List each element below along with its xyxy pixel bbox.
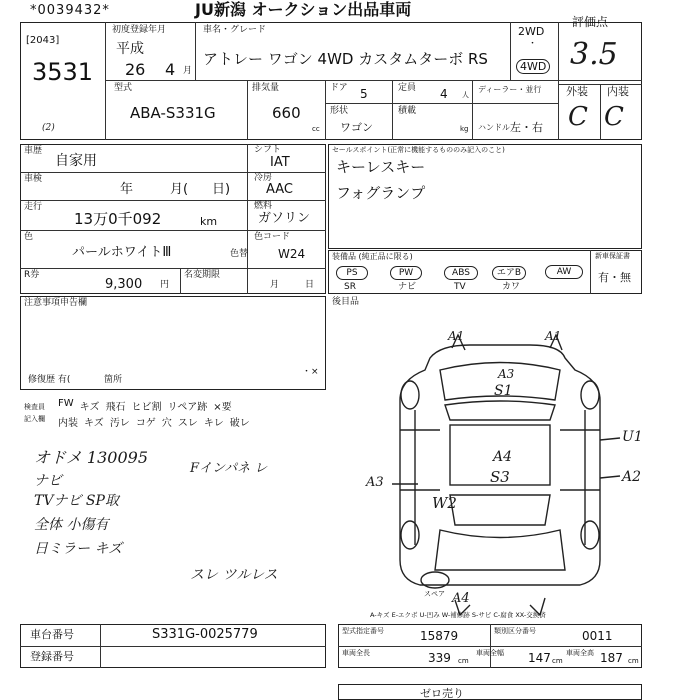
auction-title: JU新潟 オークション出品車両 [195, 0, 412, 19]
exterior-label: 外装 [566, 85, 588, 98]
shape-value: ワゴン [340, 121, 373, 134]
handwritten-right-2: スレ ツルレス [190, 567, 278, 583]
rear-seat-label: 後目品 [332, 297, 360, 307]
inspector-int-item-2: 汚レ [109, 418, 130, 429]
handle-label: ハンドル [478, 123, 510, 132]
color-code-value: W24 [278, 247, 306, 261]
score-value: 3.5 [570, 37, 618, 72]
first-reg-month: 4 [165, 60, 176, 79]
inspection-end: 日) [212, 182, 231, 197]
fuel-value: ガソリン [258, 211, 311, 226]
shape-label: 形状 [330, 106, 349, 116]
displacement: 660 [272, 104, 301, 122]
class-label: 類別区分番号 [494, 627, 536, 635]
equip-abs: ABS [444, 266, 478, 280]
inspector-ext-item-1: キズ [79, 402, 100, 413]
displacement-unit: cc [312, 125, 320, 133]
type-cert-label: 型式指定番号 [342, 627, 384, 635]
color-label: 色 [24, 232, 34, 242]
equip-aw: AW [545, 265, 583, 279]
recycle-unit: 円 [160, 280, 170, 290]
length-unit: cm [458, 657, 469, 665]
handwritten-left-4: 全体 小傷有 [34, 517, 109, 533]
model-code-label: 型式 [114, 83, 133, 93]
inspector-ext-item-4: リペア跡 [167, 402, 208, 413]
class-value: 0011 [582, 629, 613, 643]
inspector-row-exterior [58, 398, 232, 412]
lot-prefix: [2043] [26, 35, 60, 46]
inspection-label: 車検 [24, 174, 43, 184]
length-value: 339 [428, 651, 451, 665]
first-reg-year: 26 [125, 60, 146, 79]
damage-code-u1: U1 [622, 429, 643, 445]
damage-code-a1-front-right: A1 [545, 329, 562, 343]
notes-label: 注意事項申告欄 [24, 298, 88, 308]
model-grade-label: 車名・グレード [203, 25, 267, 35]
drive-2wd: 2WD [518, 25, 545, 38]
inspector-int-item-3: コゲ [135, 418, 156, 429]
handwritten-left-3: TVナビ SP取 [34, 493, 119, 509]
height-value: 187 [600, 651, 623, 665]
name-change-label: 名変期限 [184, 270, 221, 280]
equip-tv: TV [454, 282, 466, 292]
inspector-int-item-0: 内装 [58, 418, 78, 429]
handwritten-left-5: 日ミラー キズ [34, 541, 123, 557]
inspector-int-item-5: スレ [177, 418, 198, 429]
repair-x: ・× [302, 367, 319, 377]
history-label: 車歴 [24, 146, 43, 156]
inspector-int-item-7: 破レ [229, 418, 250, 429]
interior-grade: C [604, 102, 624, 132]
damage-code-a1-front-left: A1 [448, 329, 465, 343]
mileage-value: 13万0千092 [74, 210, 162, 228]
equip-airbag: エアB [492, 266, 526, 280]
sales-point-1: キーレスキー [336, 158, 426, 176]
damage-code-s3-roof: S3 [490, 468, 510, 486]
model-code: ABA-S331G [130, 104, 216, 122]
shift-label: シフト [254, 145, 282, 155]
shift-value: IAT [270, 155, 290, 170]
score-label: 評価点 [572, 15, 609, 29]
damage-code-a2-right: A2 [622, 469, 642, 485]
doors-label: ドア [330, 83, 348, 93]
drive-4wd: 4WD [516, 59, 550, 74]
damage-code-a4-rear: A4 [452, 591, 470, 606]
footer-label: ゼロ売り [420, 687, 464, 700]
lot-number: 3531 [32, 58, 94, 86]
history-value: 自家用 [55, 153, 97, 169]
inspection-year: 年 [120, 182, 134, 197]
damage-code-w2: W2 [432, 494, 457, 512]
load-unit: kg [460, 125, 469, 133]
damage-code-a4-roof: A4 [493, 449, 513, 465]
recycle-value: 9,300 [105, 277, 143, 292]
aircon-label: 冷房 [254, 173, 273, 183]
paint-label: 色替 [230, 249, 249, 259]
new-car-label: 新車保証書 [595, 252, 630, 260]
repair-label: 修復歴 有( [28, 375, 71, 385]
sales-point-2: フォグランプ [336, 184, 426, 202]
equip-leather: カワ [502, 282, 521, 292]
equipment-label: 装備品 (純正品に限る) [332, 252, 413, 261]
handwritten-left-1: オドメ 130095 [34, 448, 149, 467]
handle-value: 左・右 [510, 121, 543, 134]
aircon-value: AAC [266, 182, 293, 197]
width-value: 147 [528, 651, 551, 665]
reg-no-label: 登録番号 [30, 650, 74, 663]
spare-label: スペア [424, 590, 445, 598]
height-unit: cm [628, 657, 639, 665]
handwritten-left-2: ナビ [34, 473, 62, 489]
name-change-day: 日 [305, 280, 315, 290]
inspector-ext-item-2: 飛石 [105, 402, 126, 413]
new-car-value: 有・無 [598, 271, 631, 284]
first-reg-label: 初度登録年月 [112, 25, 167, 35]
model-grade: アトレー ワゴン 4WD カスタムターボ RS [203, 50, 488, 68]
chassis-number: S331G-0025779 [152, 627, 258, 642]
displacement-label: 排気量 [252, 83, 280, 93]
handwritten-right-1: Fインパネ レ [190, 461, 268, 476]
height-label: 車両全高 [566, 649, 594, 657]
inspector-ext-item-3: ヒビ割 [131, 402, 162, 413]
repair-end: 箇所 [104, 375, 123, 385]
fuel-label: 燃料 [254, 201, 273, 211]
barcode-number: *0039432* [30, 3, 110, 18]
inspector-ext-item-0: FW [58, 398, 74, 409]
recycle-label: R券 [24, 270, 40, 280]
equip-sr: SR [344, 282, 356, 292]
top-frame [20, 22, 642, 140]
width-label: 車両全幅 [476, 649, 504, 657]
width-unit: cm [552, 657, 563, 665]
interior-label: 内装 [607, 85, 629, 98]
name-change-month: 月 [270, 280, 280, 290]
mileage-label: 走行 [24, 202, 43, 212]
equip-ps: PS [336, 266, 368, 280]
capacity-label: 定員 [398, 83, 417, 93]
color-value: パールホワイトⅢ [72, 245, 172, 260]
color-code-label: 色コード [254, 232, 291, 242]
inspector-label-1: 検査員 [24, 403, 45, 411]
damage-code-a3-hood: A3 [498, 367, 515, 381]
type-cert-value: 15879 [420, 629, 459, 643]
lot-mark: (2) [42, 123, 55, 133]
exterior-grade: C [568, 102, 588, 132]
inspector-label-2: 記入欄 [24, 415, 45, 423]
mileage-unit: km [200, 215, 218, 228]
first-reg-era: 平成 [116, 41, 144, 57]
first-reg-month-unit: 月 [183, 66, 193, 76]
inspector-int-item-6: キレ [203, 418, 224, 429]
inspection-month: 月( [170, 182, 189, 197]
footer-frame [338, 684, 642, 700]
inspector-ext-item-5: ×要 [213, 402, 232, 413]
drive-dot: ・ [528, 39, 538, 49]
damage-code-s1-hood: S1 [494, 383, 513, 399]
inspector-int-item-4: 穴 [161, 418, 172, 429]
damage-legend: A-キズ E-エクボ U-凹み W-補修跡 S-サビ C-腐食 XX-交換済 [370, 611, 546, 619]
damage-code-a3-left: A3 [366, 475, 384, 490]
doors-value: 5 [360, 87, 368, 101]
capacity-value: 4 [440, 87, 448, 101]
inspector-int-item-1: キズ [84, 418, 104, 429]
inspector-row-interior [58, 414, 250, 428]
load-label: 積載 [398, 106, 417, 116]
equip-pw: PW [390, 266, 422, 280]
equip-navi: ナビ [398, 282, 417, 292]
length-label: 車両全長 [342, 649, 370, 657]
chassis-label: 車台番号 [30, 628, 74, 641]
sales-points-label: セールスポイント(正常に機能するもののみ記入のこと) [332, 146, 505, 154]
capacity-unit: 人 [462, 91, 469, 99]
dealer-label: ディーラー・並行 [478, 85, 542, 94]
